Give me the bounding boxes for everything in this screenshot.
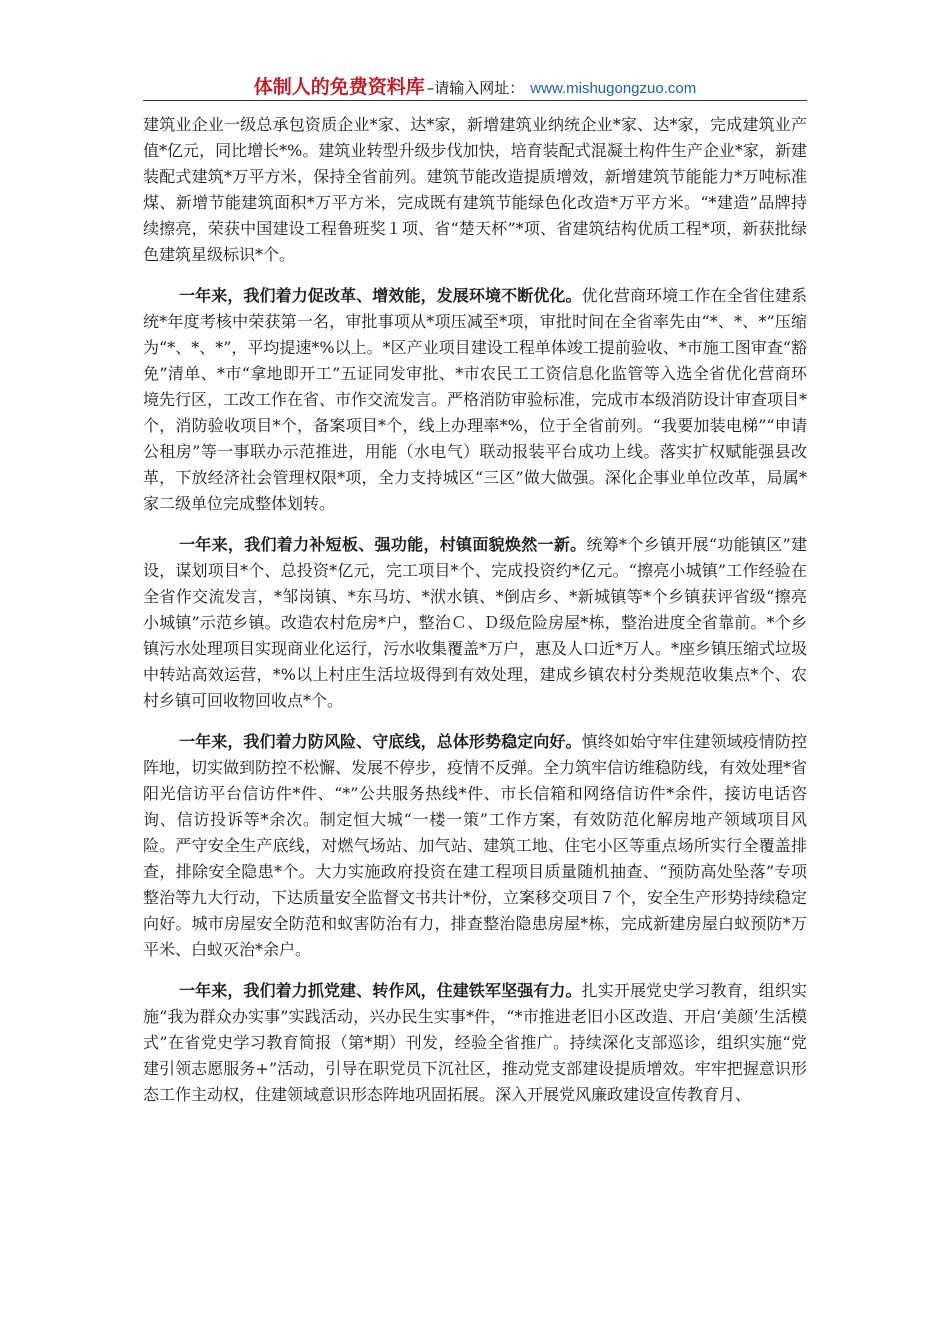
site-header-banner: [143, 72, 807, 100]
document-body: [143, 112, 807, 1123]
paragraph-text: 扎实开展党史学习教育，组织实施“我为群众办实事”实践活动，兴办民生实事*件，“*市推进老旧小区改造、开启‘美颜’生活模式”在省党史学习教育简报（第*期）刊发，经验全省推广。持续深化支部巡诊，组织实施“党建引领志愿服务+”活动，引导在职党员下沉社区，推动党支部建设提质增效。牢牢把握意识形态工作主动权，住建领域意识形态阵地巩固拓展。深入开展党风廉政建设宣传教育月、: [143, 981, 807, 1104]
paragraph-villages: [143, 532, 807, 714]
paragraph-party-building: [143, 978, 807, 1108]
paragraph-lead: 一年来，我们着力抓党建、转作风，住建铁军坚强有力。: [179, 981, 582, 1000]
paragraph-text: 建筑业企业一级总承包资质企业*家、达*家，新增建筑业纳统企业*家、达*家，完成建筑业产值*亿元，同比增长*%。建筑业转型升级步伐加快，培育装配式混凝土构件生产企业*家，新建装配式建筑*万平方米，保持全省前列。建筑节能改造提质增效，新增建筑节能能力*万吨标准煤、新增节能建筑面积*万平方米，完成既有建筑节能绿色化改造*万平方米。“*建造”品牌持续擦亮，荣获中国建设工程鲁班奖１项、省“楚天杯”*项、省建筑结构优质工程*项，新获批绿色建筑星级标识*个。: [143, 115, 807, 264]
paragraph-text: 慎终如始守牢住建领域疫情防控阵地，切实做到防控不松懈、发展不停步，疫情不反弹。全力筑牢信访维稳防线，有效处理*省阳光信访平台信访件*件、“*”公共服务热线*件、市长信箱和网络信访件*余件，接访电话咨询、信访投诉等*余次。制定恒大城“一楼一策”工作方案，有效防范化解房地产领域项目风险。严守安全生产底线，对燃气场站、加气站、建筑工地、住宅小区等重点场所实行全覆盖排查，排除安全隐患*个。大力实施政府投资在建工程项目质量随机抽查、“预防高处坠落”专项整治等九大行动，下达质量安全监督文书共计*份，立案移交项目７个，安全生产形势持续稳定向好。城市房屋安全防范和蚁害防治有力，排查整治隐患房屋*栋，完成新建房屋白蚁预防*万平米、白蚁灭治*余户。: [143, 732, 808, 959]
paragraph-risk-prevention: [143, 729, 807, 963]
paragraph-lead: 一年来，我们着力防风险、守底线，总体形势稳定向好。: [179, 732, 582, 751]
header-divider: [143, 100, 807, 101]
paragraph-continuation: [143, 112, 807, 268]
paragraph-lead: 一年来，我们着力促改革、增效能，发展环境不断优化。: [179, 286, 582, 305]
site-url-link[interactable]: www.mishugongzuo.com: [530, 80, 697, 97]
paragraph-reform: [143, 283, 807, 517]
paragraph-text: 统筹*个乡镇开展“功能镇区”建设，谋划项目*个、总投资*亿元，完工项目*个、完成投资约*亿元。“擦亮小城镇”工作经验在全省作交流发言，*邹岗镇、*东马坊、*洑水镇、*倒店乡、*新城镇等*个乡镇获评省级“擦亮小城镇”示范乡镇。改造农村危房*户，整治Ｃ、Ｄ级危险房屋*栋，整治进度全省靠前。*个乡镇污水处理项目实现商业化运行，污水收集覆盖*万户，惠及人口近*万人。*座乡镇压缩式垃圾中转站高效运营，*%以上村庄生活垃圾得到有效处理，建成乡镇农村分类规范收集点*个、农村乡镇可回收物回收点*个。: [143, 535, 808, 710]
paragraph-text: 优化营商环境工作在全省住建系统*年度考核中荣获第一名，审批事项从*项压减至*项，审批时间在全省率先由“*、*、*”压缩为“*、*、*”，平均提速*%以上。*区产业项目建设工程单体竣工提前验收、*市施工图审查“豁免”清单、*市“拿地即开工”五证同发审批、*市农民工工资信息化监管等入选全省优化营商环境先行区，工改工作在省、市作交流发言。严格消防审验标准，完成市本级消防设计审查项目*个，消防验收项目*个，备案项目*个，线上办理率*%，位于全省前列。“我要加装电梯”“申请公租房”等一事联办示范推进，用能（水电气）联动报装平台成功上线。落实扩权赋能强县改革，下放经济社会管理权限*项，全力支持城区“三区”做大做强。深化企事业单位改革，局属*家二级单位完成整体划转。: [143, 286, 808, 513]
url-prompt: –请输入网址：: [426, 79, 525, 97]
paragraph-lead: 一年来，我们着力补短板、强功能，村镇面貌焕然一新。: [179, 535, 587, 554]
site-brand-title: 体制人的免费资料库: [253, 76, 425, 98]
